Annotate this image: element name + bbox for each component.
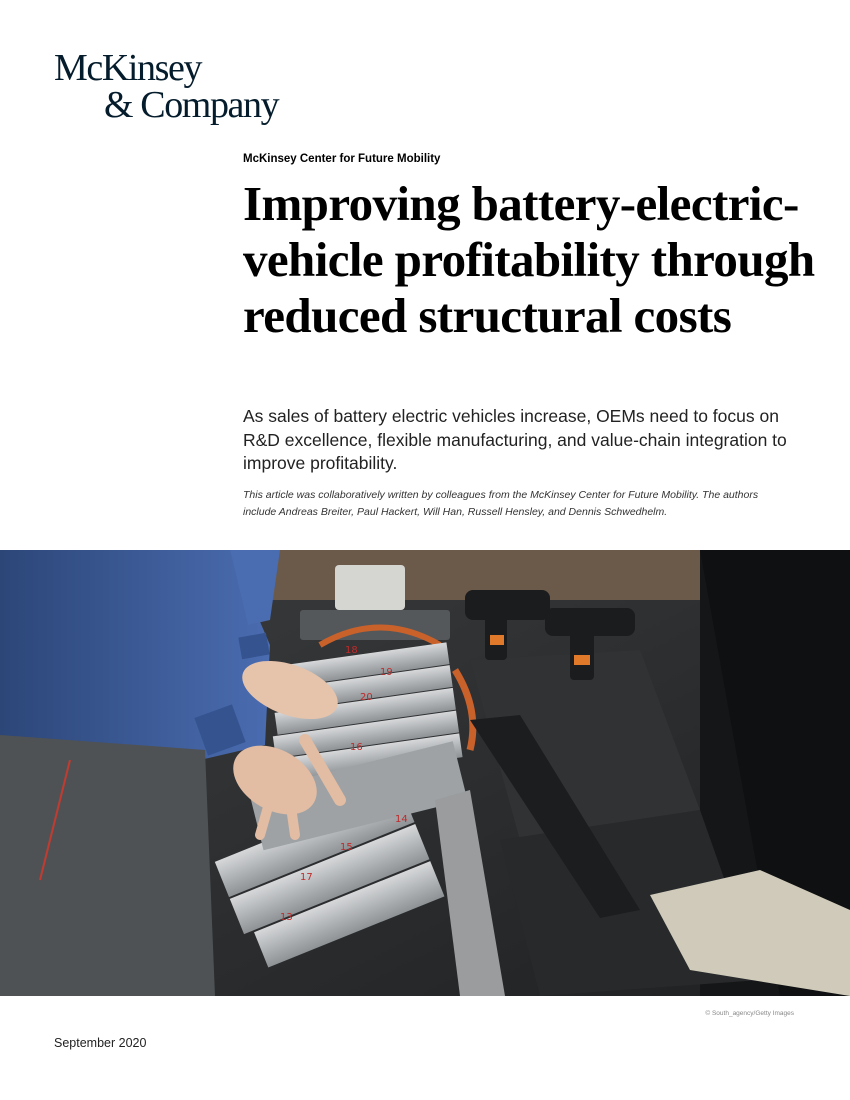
publication-date: September 2020 xyxy=(54,1036,147,1050)
article-title: Improving battery-electric-vehicle profitability through reduced structural costs xyxy=(243,176,815,343)
cell-label: 14 xyxy=(395,814,408,825)
battery-assembly-illustration xyxy=(0,550,850,996)
cell-label: 16 xyxy=(350,742,363,753)
logo-line-2: & Company xyxy=(104,84,279,126)
cell-label: 18 xyxy=(345,645,358,656)
cell-label: 19 xyxy=(380,667,393,678)
cell-label: 20 xyxy=(360,692,373,703)
article-dek: As sales of battery electric vehicles increase, OEMs need to focus on R&D excellence, flexible manufacturing, and value-chain integration to improve profitability. xyxy=(243,406,787,473)
logo-line-1: McKinsey xyxy=(54,47,202,89)
cell-label: 13 xyxy=(280,912,293,923)
photo-credit: © South_agency/Getty Images xyxy=(705,1010,794,1017)
eyebrow-label: McKinsey Center for Future Mobility xyxy=(243,153,441,165)
authors-note: This article was collaboratively written by colleagues from the McKinsey Center for Future Mobility. The authors include Andreas Breiter, Paul Hackert, Will Han, Russell Hensley, and Dennis Schwedhelm. xyxy=(243,489,759,518)
company-logo xyxy=(54,47,279,126)
cell-label: 17 xyxy=(300,872,313,883)
hero-photo xyxy=(0,550,850,996)
cell-label: 15 xyxy=(340,842,353,853)
